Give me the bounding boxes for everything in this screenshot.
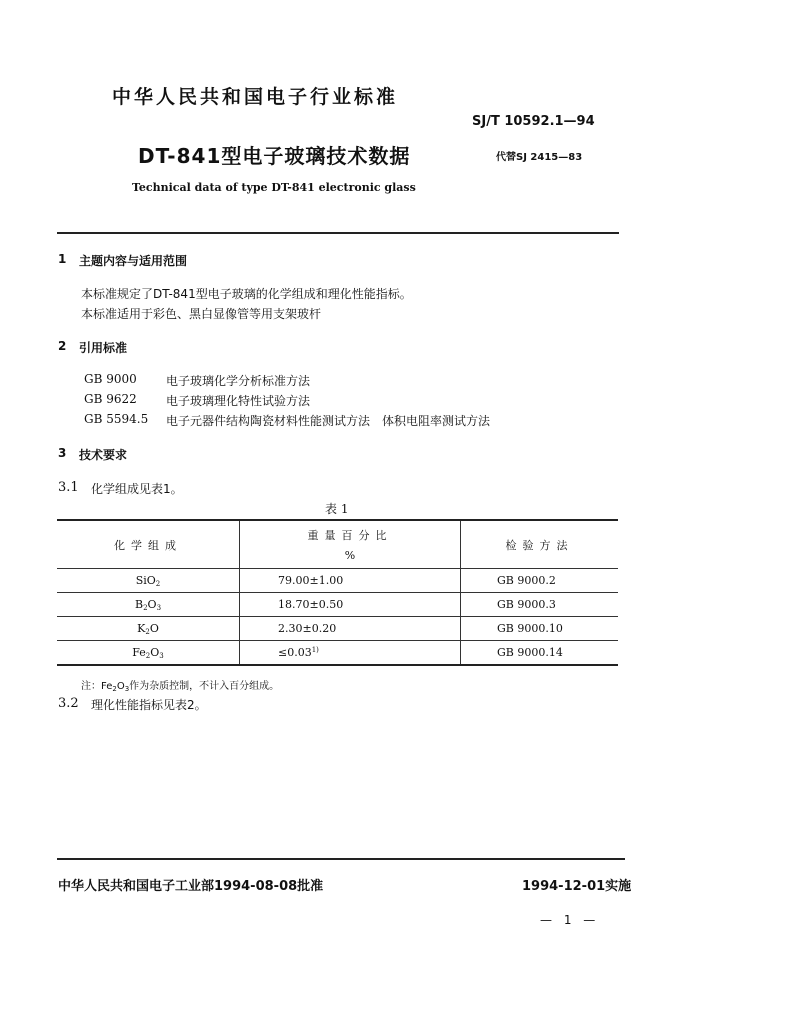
replaces-standard: 代替SJ 2415—83 [496, 152, 583, 163]
header-composition: 化学组成 [57, 520, 240, 569]
reference-code-1: GB 9000 [84, 372, 137, 386]
reference-title-1: 电子玻璃化学分析标准方法 [166, 374, 311, 388]
header-divider [57, 232, 619, 234]
header-weight-percent-unit: % [344, 549, 356, 562]
table-row [57, 569, 618, 593]
cell-weight-percent: $\le 0.03^{1)}$ [240, 641, 461, 666]
subsection-3-2-text: 理化性能指标见表2。 [91, 698, 207, 712]
footer-divider [57, 858, 625, 860]
reference-title-3: 电子元器件结构陶瓷材料性能测试方法 体积电阻率测试方法 [166, 414, 491, 428]
section-1-paragraph-1: 本标准规定了DT-841型电子玻璃的化学组成和理化性能指标。 [81, 287, 412, 301]
cell-formula: SiO$_2$ [57, 569, 240, 593]
cell-weight-percent: 2.30±0.20 [240, 617, 461, 641]
reference-code-2: GB 9622 [84, 392, 137, 406]
document-title: DT-841型电子玻璃技术数据 [138, 144, 411, 168]
table-1-note: 注：$Fe_2O_3$作为杂质控制，不计入百分组成。 [81, 681, 280, 693]
page-number: — 1 — [540, 913, 600, 927]
cell-test-method: GB 9000.3 [461, 593, 619, 617]
section-2-number: 2 [58, 339, 67, 353]
section-1-heading: 主题内容与适用范围 [79, 254, 188, 268]
english-title: Technical data of type DT-841 electronic glass [132, 181, 416, 194]
chemical-composition-table [57, 519, 618, 666]
subsection-3-1-text: 化学组成见表1。 [91, 482, 183, 496]
reference-title-2: 电子玻璃理化特性试验方法 [166, 394, 311, 408]
table-row [57, 641, 618, 666]
header-test-method: 检验方法 [461, 520, 619, 569]
cell-weight-percent: 79.00±1.00 [240, 569, 461, 593]
table-row [57, 593, 618, 617]
cell-test-method: GB 9000.2 [461, 569, 619, 593]
cell-weight-percent: 18.70±0.50 [240, 593, 461, 617]
standard-org-title: 中华人民共和国电子行业标准 [112, 86, 399, 108]
subsection-3-1-number: 3.1 [58, 480, 79, 495]
table-row [57, 617, 618, 641]
section-2-heading: 引用标准 [79, 341, 128, 355]
approval-statement: 中华人民共和国电子工业部1994-08-08批准 [58, 879, 324, 894]
cell-test-method: GB 9000.14 [461, 641, 619, 666]
section-3-heading: 技术要求 [79, 448, 128, 462]
cell-formula: $K_2O$ [57, 617, 240, 641]
table-header-row [57, 520, 618, 569]
section-3-number: 3 [58, 446, 67, 460]
section-1-number: 1 [58, 252, 67, 266]
cell-test-method: GB 9000.10 [461, 617, 619, 641]
header-weight-percent-line1: 重量百分比 [307, 529, 393, 542]
header-weight-percent [240, 520, 461, 569]
reference-code-3: GB 5594.5 [84, 412, 149, 426]
table-1-caption: 表 1 [325, 502, 349, 516]
section-1-paragraph-2: 本标准适用于彩色、黑白显像管等用支架玻杆 [81, 307, 322, 321]
standard-code: SJ/T 10592.1—94 [472, 114, 595, 129]
effective-date: 1994-12-01实施 [522, 879, 632, 894]
subsection-3-2-number: 3.2 [58, 696, 79, 711]
cell-formula: $B_2O_3$ [57, 593, 240, 617]
cell-formula: $Fe_2O_3$ [57, 641, 240, 666]
